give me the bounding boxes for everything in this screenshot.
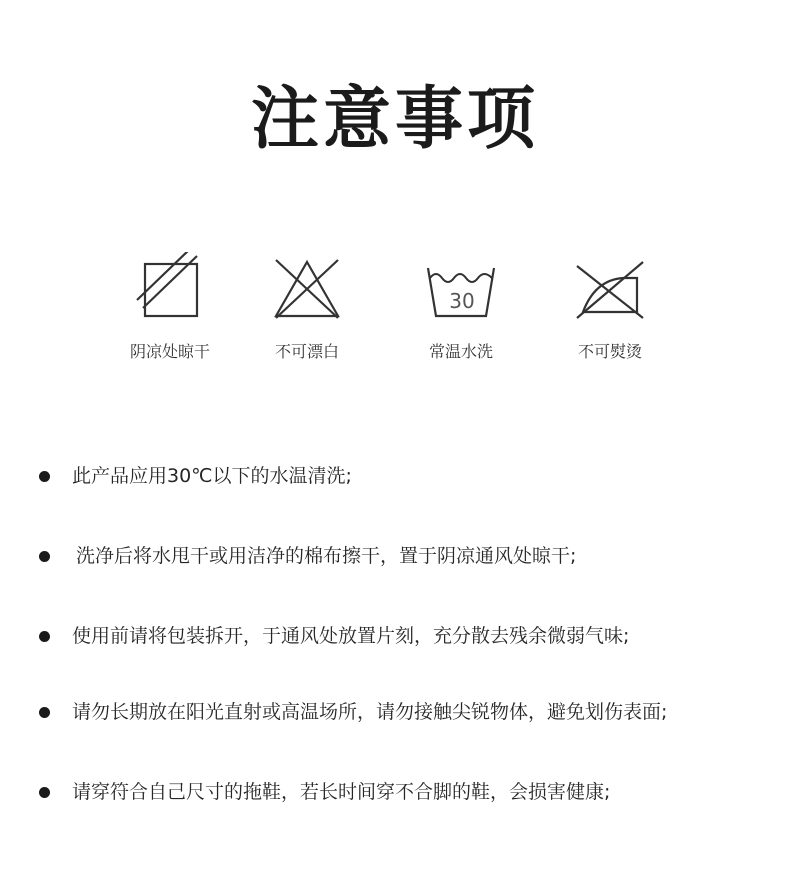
- dry-in-shade-icon: [135, 252, 205, 322]
- note-text: 洗净后将水甩干或用洁净的棉布擦干，置于阴凉通风处晾干;: [76, 545, 577, 567]
- bullet-icon: [39, 707, 50, 718]
- page-title: 注意事项: [250, 80, 539, 159]
- note-text: 使用前请将包装拆开，于通风处放置片刻，充分散去残余微弱气味;: [72, 625, 630, 647]
- do-not-iron-icon: [575, 252, 645, 322]
- wash-temperature-text: 30: [449, 289, 475, 313]
- list-item: [0, 536, 790, 576]
- list-item: [0, 616, 790, 656]
- care-label: 不可漂白: [274, 342, 339, 361]
- list-item: [0, 692, 790, 732]
- note-text: 请穿符合自己尺寸的拖鞋，若长时间穿不合脚的鞋，会损害健康;: [72, 781, 611, 803]
- do-not-bleach-icon: [272, 252, 342, 322]
- care-label: 不可熨烫: [577, 342, 642, 361]
- list-item: [0, 772, 790, 812]
- care-label: 常温水洗: [428, 342, 493, 361]
- care-item-do-not-bleach: [237, 252, 377, 372]
- care-item-dry-in-shade: [100, 252, 240, 372]
- note-text: 请勿长期放在阳光直射或高温场所，请勿接触尖锐物体，避免划伤表面;: [72, 701, 668, 723]
- bullet-icon: [39, 787, 50, 798]
- care-item-wash-30: [391, 252, 531, 372]
- care-label: 阴凉处晾干: [129, 342, 210, 361]
- care-item-do-not-iron: [540, 252, 680, 372]
- note-text: 此产品应用30℃以下的水温清洗;: [72, 465, 352, 487]
- care-symbols-row: [0, 252, 790, 372]
- list-item: [0, 456, 790, 496]
- wash-30-icon: [426, 252, 496, 322]
- bullet-icon: [39, 631, 50, 642]
- bullet-icon: [39, 471, 50, 482]
- bullet-icon: [39, 551, 50, 562]
